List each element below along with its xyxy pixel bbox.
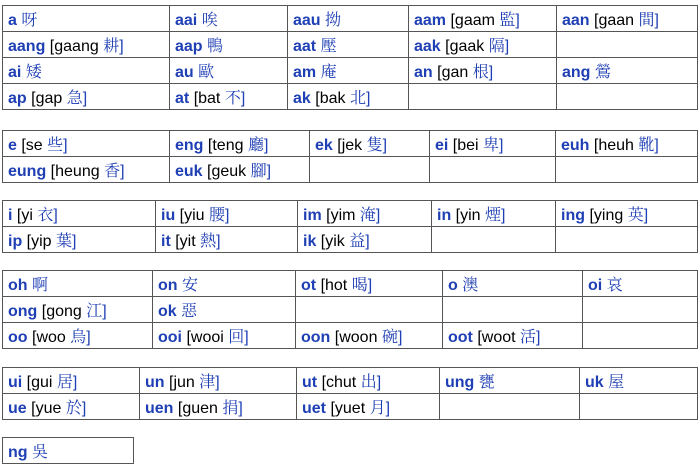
final-cell — [296, 271, 443, 297]
final-cell — [3, 157, 170, 183]
final-cell — [288, 6, 409, 32]
example-romanization: [heung — [50, 163, 100, 180]
example-romanization: [bei — [452, 137, 479, 154]
example-romanization: [ying — [589, 207, 624, 224]
example-romanization: [bak — [315, 90, 346, 107]
final-cell — [3, 297, 153, 323]
romanization: aang — [8, 38, 46, 55]
romanization: ap — [8, 90, 27, 107]
final-cell — [443, 323, 583, 349]
final-cell — [557, 32, 698, 58]
romanization: ai — [8, 64, 22, 81]
final-cell — [288, 58, 409, 84]
table-row — [3, 297, 698, 323]
final-cell — [557, 58, 698, 84]
example-romanization: [woo — [32, 329, 66, 346]
example-character: 熱] — [200, 233, 221, 250]
example-character: 出] — [360, 374, 382, 391]
final-cell — [409, 32, 557, 58]
romanization: iu — [161, 207, 176, 224]
final-cell — [556, 131, 698, 157]
final-cell — [3, 6, 170, 32]
example-romanization: [gaak — [445, 38, 485, 55]
final-cell — [298, 201, 432, 227]
example-character: 捐] — [222, 400, 243, 417]
romanization: aat — [293, 38, 317, 55]
example-romanization: [gaan — [594, 12, 635, 29]
example-character: 些] — [47, 137, 68, 154]
final-cell — [440, 368, 580, 394]
final-cell — [140, 368, 297, 394]
final-cell — [288, 84, 409, 110]
example-character: 不] — [224, 90, 246, 107]
example-romanization: [yi — [16, 207, 33, 224]
romanization: uen — [145, 400, 174, 417]
example-character: 廳] — [247, 137, 269, 154]
romanization: aap — [175, 38, 203, 55]
romanization: ot — [301, 277, 317, 294]
example-character: 香] — [104, 163, 125, 180]
final-cell — [170, 84, 288, 110]
table-row — [3, 131, 698, 157]
final-cell — [153, 271, 296, 297]
final-cell — [3, 227, 156, 253]
example-romanization: [yiu — [179, 207, 205, 224]
table-row — [3, 58, 698, 84]
final-cell — [3, 438, 134, 464]
romanization: ek — [315, 137, 333, 154]
romanization: euh — [561, 137, 590, 154]
final-cell — [297, 394, 440, 420]
example-character: 烏] — [70, 329, 91, 346]
romanization: an — [414, 64, 433, 81]
example-character: 吳 — [32, 444, 49, 461]
romanization: in — [437, 207, 452, 224]
final-cell — [170, 157, 310, 183]
table-row — [3, 368, 698, 394]
romanization: aan — [562, 12, 590, 29]
final-cell — [156, 201, 298, 227]
finals-table-i — [2, 200, 698, 253]
example-romanization: [se — [21, 137, 43, 154]
final-cell — [3, 58, 170, 84]
example-romanization: [heuh — [593, 137, 634, 154]
example-character: 葉] — [56, 233, 77, 250]
example-character: 啊 — [32, 277, 49, 294]
romanization: oot — [448, 329, 473, 346]
romanization: ong — [8, 303, 38, 320]
table-row — [3, 32, 698, 58]
example-romanization: [yim — [326, 207, 356, 224]
romanization: ik — [303, 233, 317, 250]
final-cell — [3, 323, 153, 349]
example-character: 北] — [349, 90, 371, 107]
final-cell — [140, 394, 297, 420]
example-character: 哀 — [606, 277, 623, 294]
example-character: 惡 — [181, 303, 198, 320]
romanization: un — [145, 374, 165, 391]
example-character: 澳 — [462, 277, 479, 294]
final-cell — [557, 84, 698, 110]
finals-table-u — [2, 367, 698, 420]
example-romanization: [jek — [337, 137, 363, 154]
example-romanization: [yit — [175, 233, 196, 250]
romanization: im — [303, 207, 322, 224]
table-row — [3, 84, 698, 110]
final-cell — [170, 131, 310, 157]
final-cell — [430, 157, 556, 183]
table-row — [3, 157, 698, 183]
romanization: on — [158, 277, 178, 294]
romanization: aau — [293, 12, 321, 29]
final-cell — [432, 227, 556, 253]
example-character: 急] — [66, 90, 88, 107]
example-romanization: [woot — [477, 329, 516, 346]
final-cell — [409, 6, 557, 32]
romanization: aam — [414, 12, 447, 29]
example-character: 回] — [228, 329, 249, 346]
romanization: ang — [562, 64, 591, 81]
final-cell — [580, 368, 698, 394]
example-character: 隻] — [366, 137, 388, 154]
romanization: oo — [8, 329, 28, 346]
example-character: 碗] — [381, 329, 403, 346]
example-romanization: [yik — [320, 233, 345, 250]
example-character: 鶯 — [594, 64, 611, 81]
romanization: ok — [158, 303, 177, 320]
romanization: i — [8, 207, 13, 224]
final-cell — [153, 323, 296, 349]
example-character: 安 — [182, 277, 199, 294]
romanization: oon — [301, 329, 331, 346]
example-character: 江] — [86, 303, 107, 320]
final-cell — [430, 131, 556, 157]
final-cell — [310, 157, 430, 183]
final-cell — [556, 201, 698, 227]
example-character: 壓 — [320, 38, 337, 55]
example-character: 鴨 — [207, 38, 224, 55]
example-character: 月] — [369, 400, 391, 417]
romanization: ut — [302, 374, 318, 391]
romanization: ui — [8, 374, 23, 391]
example-character: 居] — [56, 374, 78, 391]
romanization: ung — [445, 374, 475, 391]
romanization: ip — [8, 233, 23, 250]
example-romanization: [bat — [193, 90, 221, 107]
final-cell — [3, 131, 170, 157]
example-character: 卑] — [483, 137, 504, 154]
romanization: eung — [8, 163, 47, 180]
romanization: euk — [175, 163, 203, 180]
final-cell — [153, 297, 296, 323]
example-romanization: [gaam — [450, 12, 495, 29]
example-romanization: [yue — [31, 400, 62, 417]
romanization: ue — [8, 400, 27, 417]
example-romanization: [geuk — [207, 163, 247, 180]
table-row — [3, 394, 698, 420]
final-cell — [288, 32, 409, 58]
final-cell — [580, 394, 698, 420]
romanization: uet — [302, 400, 326, 417]
example-romanization: [gaang — [49, 38, 99, 55]
romanization: uk — [585, 374, 604, 391]
example-romanization: [hot — [320, 277, 348, 294]
example-character: 庵 — [320, 64, 337, 81]
example-character: 根] — [472, 64, 494, 81]
example-character: 活] — [520, 329, 541, 346]
example-character: 拗 — [325, 12, 342, 29]
romanization: am — [293, 64, 317, 81]
final-cell — [3, 271, 153, 297]
final-cell — [583, 297, 698, 323]
table-row — [3, 271, 698, 297]
romanization: aai — [175, 12, 198, 29]
final-cell — [583, 323, 698, 349]
romanization: aak — [414, 38, 441, 55]
romanization: e — [8, 137, 17, 154]
example-romanization: [gan — [437, 64, 469, 81]
example-character: 英] — [627, 207, 649, 224]
example-character: 監] — [499, 12, 520, 29]
example-character: 隔] — [488, 38, 510, 55]
example-character: 唉 — [201, 12, 218, 29]
romanization: it — [161, 233, 171, 250]
final-cell — [3, 394, 140, 420]
romanization: ei — [435, 137, 449, 154]
example-romanization: [wooi — [186, 329, 224, 346]
example-character: 津] — [199, 374, 220, 391]
final-cell — [556, 157, 698, 183]
final-cell — [440, 394, 580, 420]
romanization: ng — [8, 444, 28, 461]
example-romanization: [yin — [455, 207, 481, 224]
final-cell — [297, 368, 440, 394]
final-cell — [296, 297, 443, 323]
example-character: 靴] — [638, 137, 659, 154]
romanization: ooi — [158, 329, 182, 346]
finals-table-a — [2, 5, 698, 110]
example-character: 間] — [638, 12, 659, 29]
example-romanization: [yuet — [330, 400, 366, 417]
table-row — [3, 438, 134, 464]
final-cell — [3, 368, 140, 394]
romanization: au — [175, 64, 194, 81]
final-cell — [170, 32, 288, 58]
romanization: oi — [588, 277, 603, 294]
example-romanization: [woon — [334, 329, 378, 346]
final-cell — [296, 323, 443, 349]
final-cell — [156, 227, 298, 253]
finals-table-ng — [2, 437, 134, 464]
example-character: 矮 — [25, 64, 42, 81]
table-row — [3, 6, 698, 32]
example-character: 淹] — [359, 207, 381, 224]
example-romanization: [jun — [169, 374, 195, 391]
example-romanization: [gap — [31, 90, 63, 107]
example-character: 煙] — [485, 207, 506, 224]
example-romanization: [chut — [321, 374, 357, 391]
romanization: at — [175, 90, 190, 107]
romanization: eng — [175, 137, 204, 154]
final-cell — [3, 201, 156, 227]
example-romanization: [gong — [41, 303, 82, 320]
final-cell — [443, 297, 583, 323]
example-romanization: [teng — [207, 137, 244, 154]
example-character: 益] — [349, 233, 370, 250]
example-character: 呀 — [21, 12, 38, 29]
final-cell — [432, 201, 556, 227]
example-romanization: [gui — [26, 374, 53, 391]
example-character: 於] — [65, 400, 87, 417]
final-cell — [443, 271, 583, 297]
final-cell — [170, 58, 288, 84]
example-character: 衣] — [37, 207, 58, 224]
example-character: 腳] — [250, 163, 272, 180]
final-cell — [583, 271, 698, 297]
finals-table-o — [2, 270, 698, 349]
romanization: ing — [561, 207, 585, 224]
example-character: 歐 — [198, 64, 215, 81]
final-cell — [298, 227, 432, 253]
example-character: 喝] — [351, 277, 373, 294]
table-row — [3, 323, 698, 349]
example-character: 屋 — [608, 374, 625, 391]
table-row — [3, 201, 698, 227]
romanization: ak — [293, 90, 311, 107]
final-cell — [170, 6, 288, 32]
finals-table-e — [2, 130, 698, 183]
example-romanization: [guen — [177, 400, 218, 417]
romanization: o — [448, 277, 458, 294]
final-cell — [557, 6, 698, 32]
example-character: 甕 — [478, 374, 495, 391]
example-romanization: [yip — [26, 233, 52, 250]
example-character: 耕] — [103, 38, 124, 55]
final-cell — [409, 84, 557, 110]
example-character: 腰] — [209, 207, 230, 224]
final-cell — [409, 58, 557, 84]
table-row — [3, 227, 698, 253]
final-cell — [3, 84, 170, 110]
final-cell — [556, 227, 698, 253]
romanization: a — [8, 12, 17, 29]
final-cell — [310, 131, 430, 157]
romanization: oh — [8, 277, 28, 294]
final-cell — [3, 32, 170, 58]
